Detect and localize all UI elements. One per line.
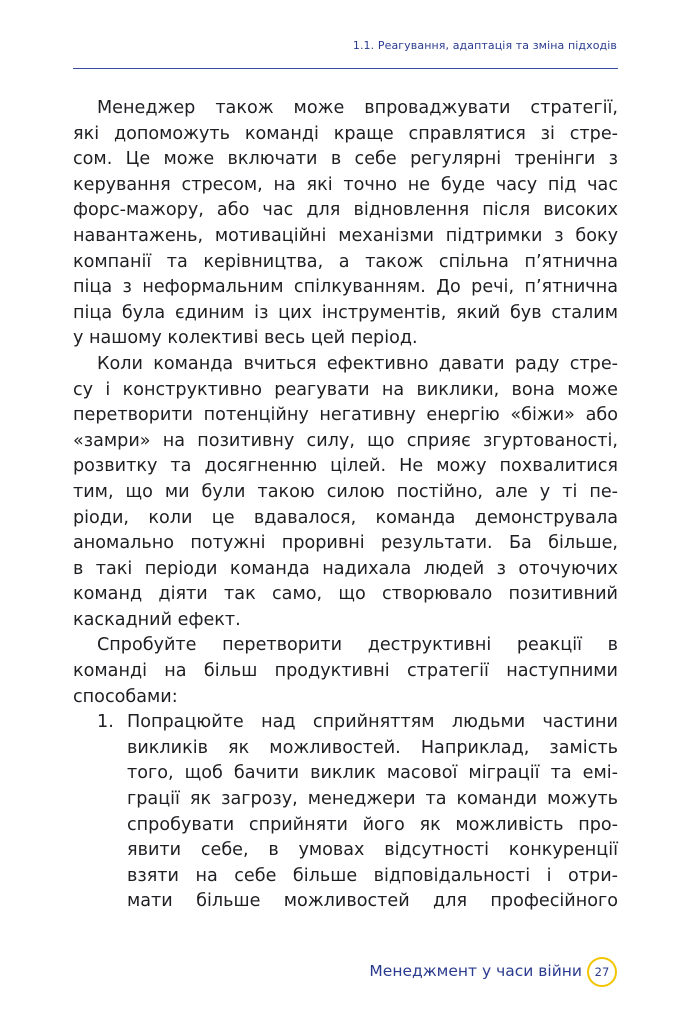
text-line: способами:	[73, 686, 178, 707]
body-text	[73, 96, 618, 915]
footer-book-title: Менеджмент у часи війни	[369, 962, 582, 980]
running-head: 1.1. Реагування, адаптація та зміна підходів	[352, 39, 617, 52]
header-rule	[73, 68, 618, 69]
text-line: «замри» на позитивну силу, що сприяє згуртованості,	[73, 430, 618, 451]
text-line: аномально потужні проривні результати. Ба більше,	[73, 533, 618, 554]
text-line: Коли команда вчиться ефективно давати раду стре-	[97, 353, 618, 374]
text-line: викликів як можливостей. Наприклад, замість	[127, 737, 618, 758]
text-line: команді на більш продуктивні стратегії наступними	[73, 661, 618, 682]
text-line: команд діяти так само, що створювало позитивний	[73, 584, 618, 605]
text-line: мати більше можливостей для професійного	[127, 891, 618, 912]
list-item-1	[73, 710, 618, 915]
page-number: 27	[594, 965, 610, 979]
text-line: керування стресом, на які точно не буде часу під час	[73, 174, 618, 195]
text-line: взяти на себе більше відповідальності і отри-	[127, 865, 618, 886]
text-line: форс-мажору, або час для відновлення після високих	[73, 200, 618, 221]
text-line: піца була єдиним із цих інструментів, який був сталим	[73, 302, 618, 323]
text-line: перетворити потенційну негативну енергію «біжи» або	[73, 405, 618, 426]
text-line: каскадний ефект.	[73, 609, 241, 630]
paragraph-3	[73, 633, 618, 710]
text-line: які допоможуть команді краще справлятися зі стре-	[73, 123, 618, 144]
text-line: піца з неформальним спілкуванням. До речі, п’ятнична	[73, 277, 618, 298]
paragraph-1	[73, 96, 618, 352]
text-line: сом. Це може включати в себе регулярні тренінги з	[73, 149, 618, 170]
text-line: ріоди, коли це вдавалося, команда демонструвала	[73, 507, 618, 528]
text-line: тим, що ми були такою силою постійно, але у ті пе-	[73, 481, 618, 502]
paragraph-2	[73, 352, 618, 634]
text-line: в такі періоди команда надихала людей з оточуючих	[73, 558, 618, 579]
text-line: явити себе, в умовах відсутності конкуренції	[127, 840, 618, 861]
text-line: Менеджер також може впроваджувати стратегії,	[97, 98, 618, 118]
text-line: су і конструктивно реагувати на виклики, вона може	[73, 379, 618, 400]
text-line: компанії та керівництва, а також спільна п’ятнична	[73, 251, 618, 272]
text-line: Попрацюйте над сприйняттям людьми частини	[127, 712, 618, 733]
page-number-badge	[587, 957, 617, 987]
text-line: спробувати сприйняти його як можливість про-	[127, 814, 618, 835]
text-line: грації як загрозу, менеджери та команди можуть	[127, 789, 618, 810]
text-line: у нашому колективі весь цей період.	[73, 328, 418, 349]
list-item-number: 1.	[97, 712, 114, 733]
text-line: розвитку та досягненню цілей. Не можу похвалитися	[73, 456, 618, 477]
text-line: Спробуйте перетворити деструктивні реакції в	[97, 635, 618, 656]
text-line: навантажень, мотиваційні механізми підтримки з боку	[73, 225, 618, 246]
text-line: того, щоб бачити виклик масової міграції та емі-	[127, 763, 618, 784]
